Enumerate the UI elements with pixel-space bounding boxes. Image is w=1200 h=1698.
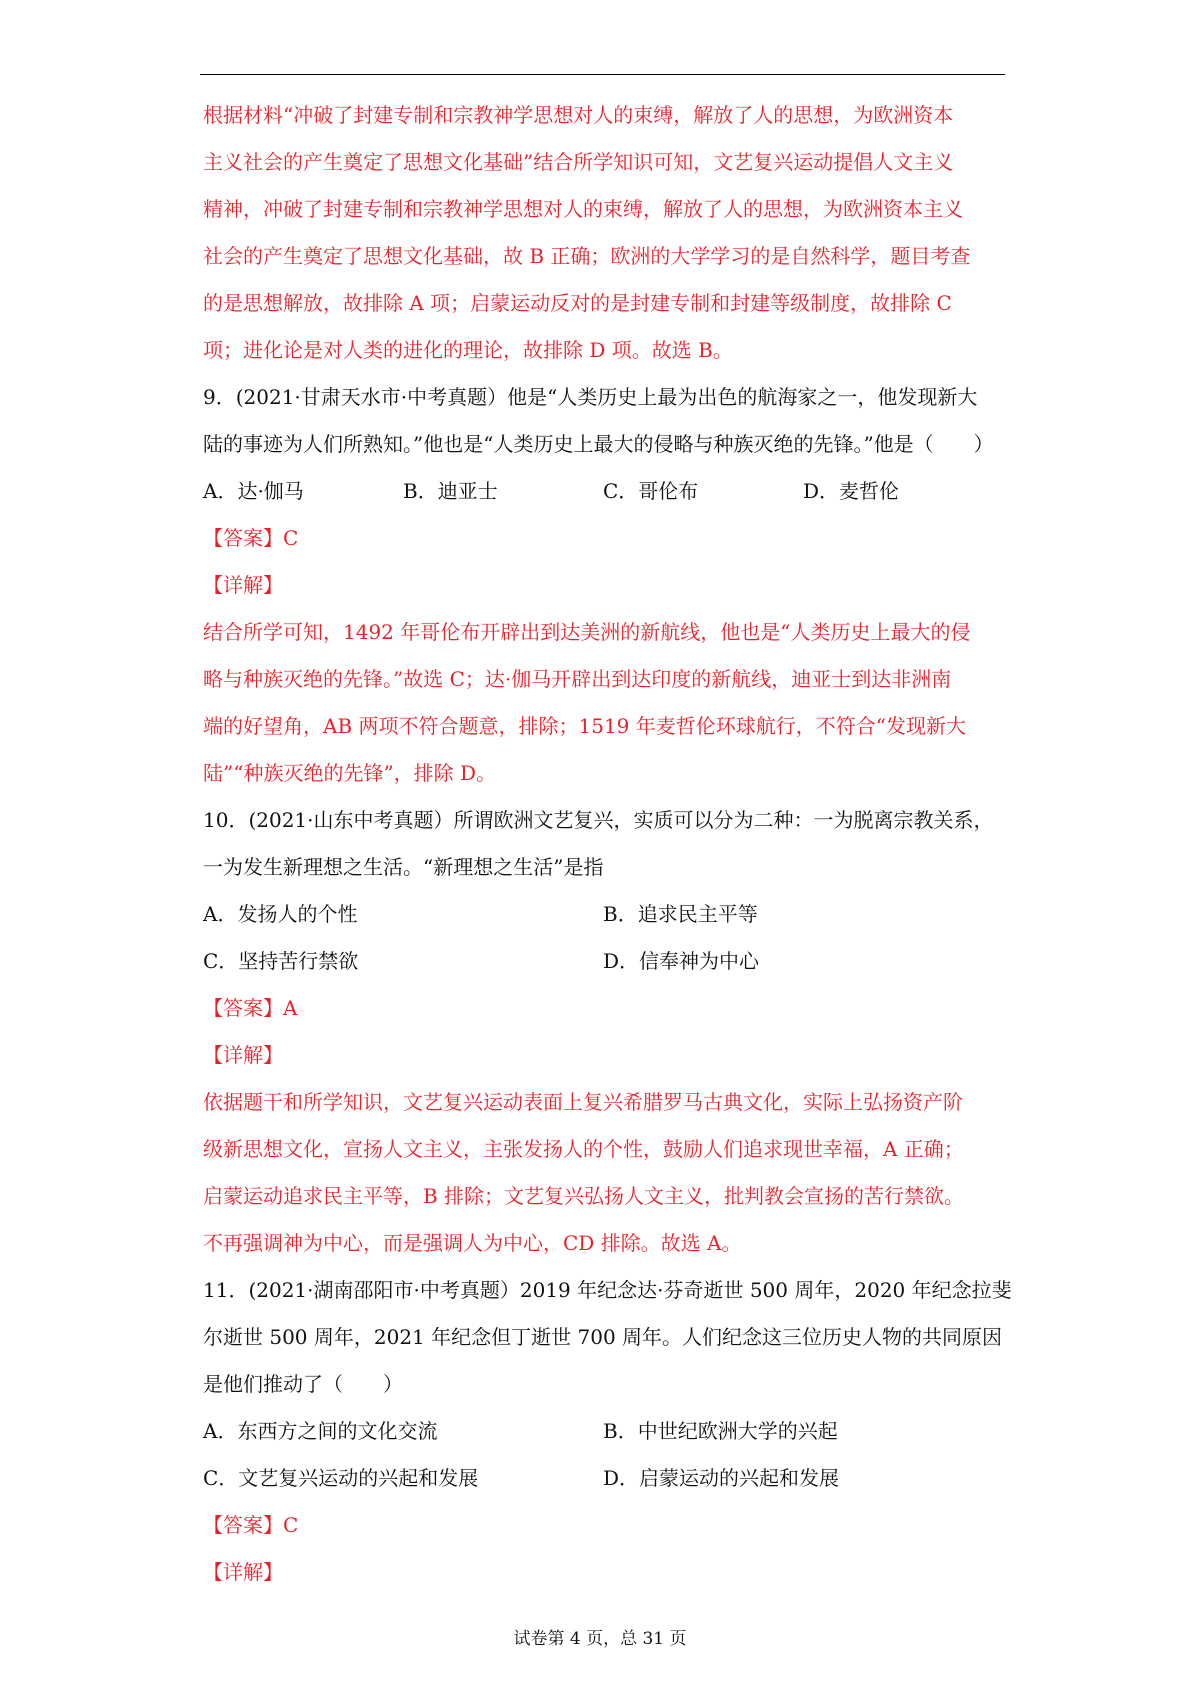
option-a: A．东西方之间的文化交流: [203, 1419, 438, 1443]
option-b: B．追求民主平等: [603, 902, 758, 926]
option-a: A．发扬人的个性: [203, 902, 358, 926]
explanation-line: 端的好望角，AB 两项不符合题意，排除；1519 年麦哲伦环球航行，不符合“发现新大: [203, 714, 966, 738]
detail-label: 【详解】: [203, 1043, 283, 1067]
question-11-stem: 11．(2021·湖南邵阳市·中考真题）2019 年纪念达·芬奇逝世 500 周年，2020 年纪念拉斐: [203, 1278, 1012, 1302]
option-b: B．迪亚士: [403, 479, 498, 503]
option-b: B．中世纪欧洲大学的兴起: [603, 1419, 838, 1443]
question-10-options: [203, 891, 1003, 938]
option-d: D．麦哲伦: [803, 479, 900, 503]
explanation-line: 的是思想解放，故排除 A 项；启蒙运动反对的是封建专制和封建等级制度，故排除 C: [203, 291, 952, 315]
explanation-line: 启蒙运动追求民主平等，B 排除；文艺复兴弘扬人文主义，批判教会宣扬的苦行禁欲。: [203, 1184, 965, 1208]
option-d: D．信奉神为中心: [603, 949, 760, 973]
question-11-stem: 尔逝世 500 周年，2021 年纪念但丁逝世 700 周年。人们纪念这三位历史人物的共同原因: [203, 1325, 1003, 1349]
option-c: C．文艺复兴运动的兴起和发展: [203, 1466, 479, 1490]
detail-label: 【详解】: [203, 573, 283, 597]
answer-label: 【答案】C: [203, 1513, 299, 1537]
explanation-line: 社会的产生奠定了思想文化基础，故 B 正确；欧洲的大学学习的是自然科学，题目考查: [203, 244, 971, 268]
question-9-options: [203, 468, 1003, 515]
explanation-line: 级新思想文化，宣扬人文主义，主张发扬人的个性，鼓励人们追求现世幸福，A 正确；: [203, 1137, 964, 1161]
explanation-line: 结合所学可知，1492 年哥伦布开辟出到达美洲的新航线，他也是“人类历史上最大的侵: [203, 620, 971, 644]
question-11-options: [203, 1455, 1003, 1502]
header-rule: [200, 74, 1005, 75]
option-c: C．坚持苦行禁欲: [203, 949, 359, 973]
explanation-line: 略与种族灭绝的先锋。”故选 C；达·伽马开辟出到达印度的新航线，迪亚士到达非洲南: [203, 667, 952, 691]
explanation-line: 不再强调神为中心，而是强调人为中心，CD 排除。故选 A。: [203, 1231, 742, 1255]
detail-label: 【详解】: [203, 1560, 283, 1584]
page-footer: 试卷第 4 页，总 31 页: [513, 1629, 687, 1649]
explanation-line: 陆”“种族灭绝的先锋”，排除 D。: [203, 761, 497, 785]
explanation-line: 精神，冲破了封建专制和宗教神学思想对人的束缚，解放了人的思想，为欧洲资本主义: [203, 197, 963, 221]
question-11-stem: 是他们推动了（ ）: [203, 1372, 403, 1396]
question-10-stem: 一为发生新理想之生活。“新理想之生活”是指: [203, 855, 604, 879]
option-c: C．哥伦布: [603, 479, 699, 503]
explanation-line: 根据材料“冲破了封建专制和宗教神学思想对人的束缚，解放了人的思想，为欧洲资本: [203, 103, 954, 127]
explanation-line: 主义社会的产生奠定了思想文化基础”结合所学知识可知，文艺复兴运动提倡人文主义: [203, 150, 954, 174]
option-d: D．启蒙运动的兴起和发展: [603, 1466, 840, 1490]
option-a: A．达·伽马: [203, 479, 304, 503]
question-11-options: [203, 1408, 1003, 1455]
question-10-options: [203, 938, 1003, 985]
answer-label: 【答案】A: [203, 996, 298, 1020]
question-10-stem: 10．(2021·山东中考真题）所谓欧洲文艺复兴，实质可以分为二种：一为脱离宗教关系，: [203, 808, 994, 832]
explanation-line: 项；进化论是对人类的进化的理论，故排除 D 项。故选 B。: [203, 338, 733, 362]
question-9-stem: 陆的事迹为人们所熟知。”他也是“人类历史上最大的侵略与种族灭绝的先锋。”他是（ ）: [203, 432, 994, 456]
answer-label: 【答案】C: [203, 526, 299, 550]
question-9-stem: 9．(2021·甘肃天水市·中考真题）他是“人类历史上最为出色的航海家之一，他发现新大: [203, 385, 978, 409]
page-content: [203, 92, 1012, 1596]
explanation-line: 依据题干和所学知识，文艺复兴运动表面上复兴希腊罗马古典文化，实际上弘扬资产阶: [203, 1090, 963, 1114]
